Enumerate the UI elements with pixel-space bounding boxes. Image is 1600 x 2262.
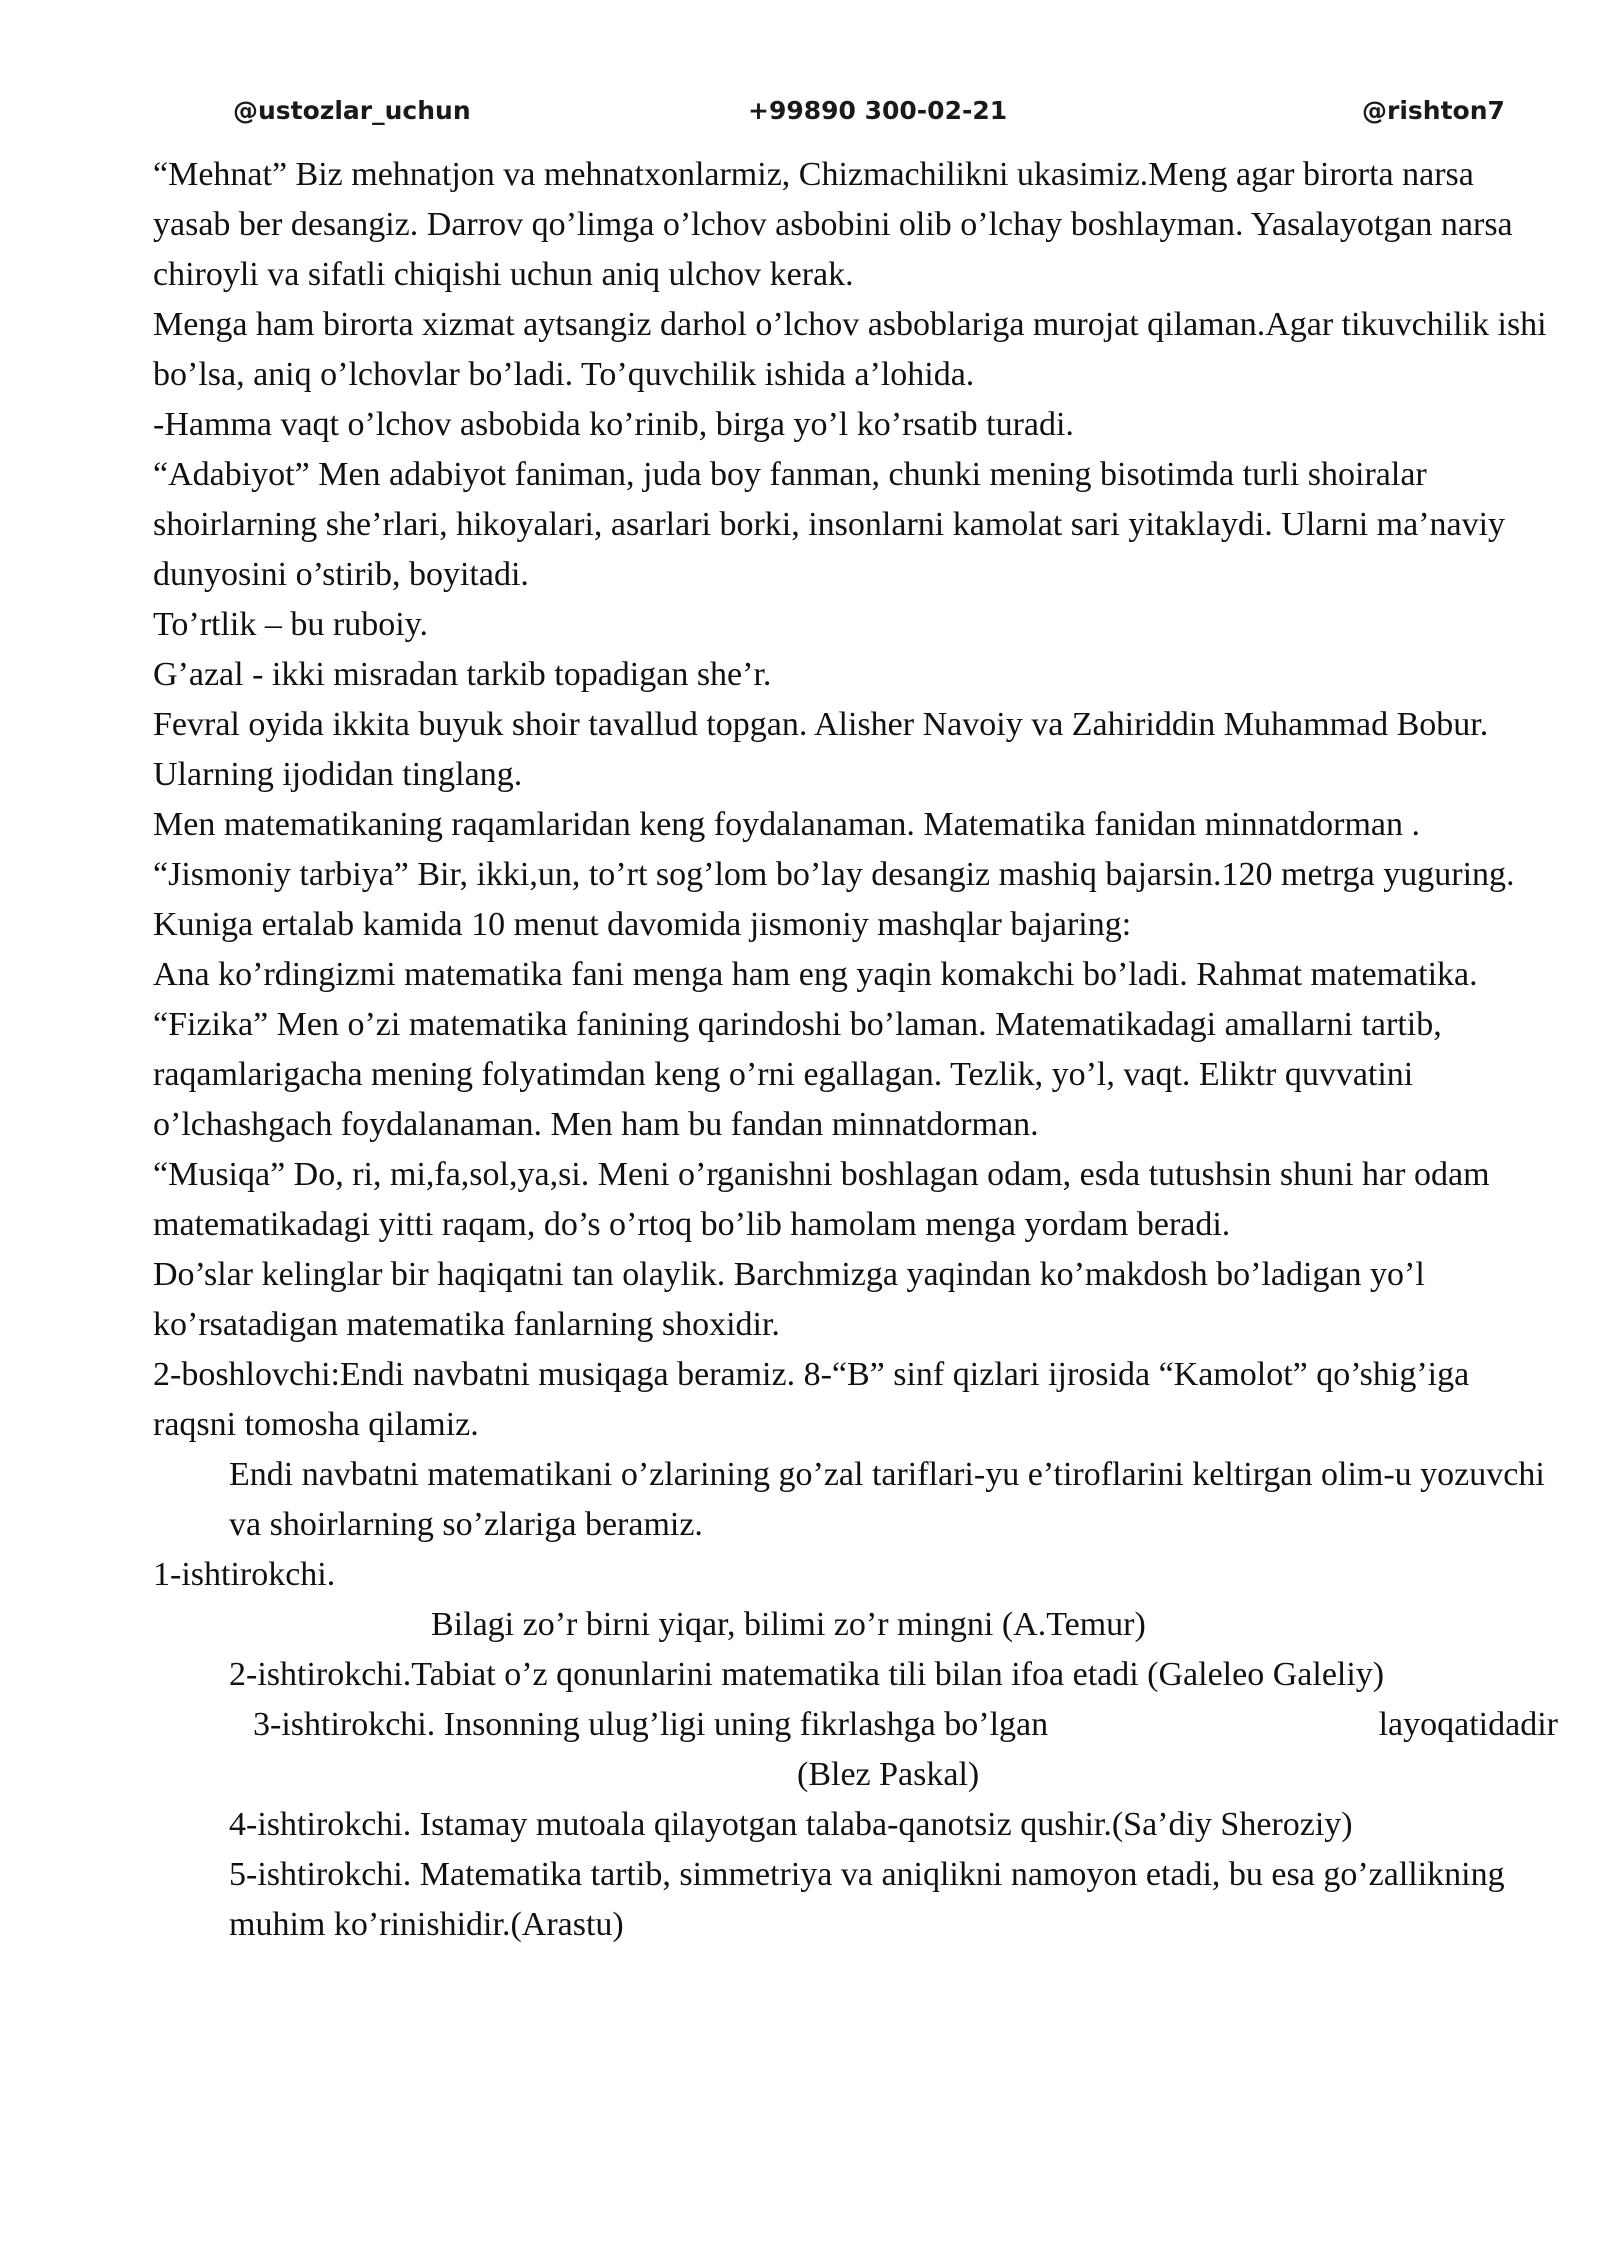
participant-2: 2-ishtirokchi.Tabiat o’z qonunlarini matematika tili bilan ifoa etadi (Galeleo Galeliy) bbox=[229, 1656, 1385, 1693]
paragraph-boshlovchi: 2-boshlovchi:Endi navbatni musiqaga beramiz. 8-“B” sinf qizlari ijrosida “Kamolot” qo’shig’iga raqsni tomosha qilamiz. bbox=[153, 1356, 1470, 1443]
paragraph-tortlik: To’rtlik – bu ruboiy. bbox=[153, 606, 428, 643]
paragraph-fizika: “Fizika” Men o’zi matematika fanining qarindoshi bo’laman. Matematikadagi amallarni tartib, raqamlarigacha mening folyatimdan keng o’rni egallagan. Tezlik, yo’l, vaqt. Eliktr quvvatini o’lchashgach foydalanaman. Men ham bu fandan minnatdorman. bbox=[153, 1006, 1442, 1143]
paragraph-xizmat: Menga ham birorta xizmat aytsangiz darhol o’lchov asboblariga murojat qilaman.Agar tikuvchilik ishi bo’lsa, aniq o’lchovlar bo’ladi. To’quvchilik ishida a’lohida. bbox=[153, 306, 1547, 393]
paragraph-olchov: -Hamma vaqt o’lchov asbobida ko’rinib, birga yo’l ko’rsatib turadi. bbox=[153, 406, 1074, 443]
participant-1-quote: Bilagi zo’r birni yiqar, bilimi zo’r mingni (A.Temur) bbox=[431, 1606, 1146, 1643]
paragraph-mehnat: “Mehnat” Biz mehnatjon va mehnatxonlarmiz, Chizmachilikni ukasimiz.Meng agar birorta narsa yasab ber desangiz. Darrov qo’limga o’lchov asbobini olib o’lchay boshlayman. Yasalayotgan narsa chiroyli va sifatli chiqishi uchun aniq ulchov kerak. bbox=[153, 156, 1513, 293]
participant-3-author: (Blez Paskal) bbox=[797, 1756, 980, 1793]
paragraph-matematika: Men matematikaning raqamlaridan keng foydalanaman. Matematika fanidan minnatdorman . bbox=[153, 806, 1420, 843]
header-telegram-handle: @ustozlar_uchun bbox=[233, 96, 471, 125]
paragraph-ana-kordingizmi: Ana ko’rdingizmi matematika fani menga ham eng yaqin komakchi bo’ladi. Rahmat matematika. bbox=[153, 956, 1478, 993]
paragraph-intro-indented: Endi navbatni matematikani o’zlarining go’zal tariflari-yu e’tiroflarini keltirgan olim-u yozuvchi va shoirlarning so’zlariga beramiz. bbox=[229, 1456, 1545, 1543]
paragraph-gazal: G’azal - ikki misradan tarkib topadigan she’r. bbox=[153, 656, 772, 693]
document-body bbox=[153, 150, 1558, 1950]
participant-3-line bbox=[153, 1700, 1558, 1750]
participant-3-text: 3-ishtirokchi. Insonning ulug’ligi uning fikrlashga bo’lgan bbox=[253, 1706, 1049, 1743]
participant-3-word: layoqatidadir bbox=[1378, 1706, 1558, 1743]
participant-5: 5-ishtirokchi. Matematika tartib, simmetriya va aniqlikni namoyon etadi, bu esa go’zallikning muhim ko’rinishidir.(Arastu) bbox=[229, 1856, 1505, 1943]
header-phone-number: +99890 300-02-21 bbox=[748, 96, 1008, 125]
paragraph-fevral: Fevral oyida ikkita buyuk shoir tavallud topgan. Alisher Navoiy va Zahiriddin Muhammad Bobur. Ularning ijodidan tinglang. bbox=[153, 706, 1489, 793]
participant-4: 4-ishtirokchi. Istamay mutoala qilayotgan talaba-qanotsiz qushir.(Sa’diy Sheroziy) bbox=[229, 1806, 1353, 1843]
paragraph-musiqa: “Musiqa” Do, ri, mi,fa,sol,ya,si. Meni o’rganishni boshlagan odam, esda tutushsin shuni har odam matematikadagi yitti raqam, do’s o’rtoq bo’lib hamolam menga yordam beradi. bbox=[153, 1156, 1490, 1243]
participant-1-label: 1-ishtirokchi. bbox=[153, 1556, 336, 1593]
page-header bbox=[0, 96, 1600, 136]
header-channel-handle: @rishton7 bbox=[1362, 96, 1505, 125]
paragraph-doslar: Do’slar kelinglar bir haqiqatni tan olaylik. Barchmizga yaqindan ko’makdosh bo’ladigan yo’l ko’rsatadigan matematika fanlarning shoxidir. bbox=[153, 1256, 1425, 1343]
paragraph-adabiyot: “Adabiyot” Men adabiyot faniman, juda boy fanman, chunki mening bisotimda turli shoiralar shoirlarning she’rlari, hikoyalari, asarlari borki, insonlarni kamolat sari yitaklaydi. Ularni ma’naviy dunyosini o’stirib, boyitadi. bbox=[153, 456, 1506, 593]
paragraph-jismoniy-tarbiya: “Jismoniy tarbiya” Bir, ikki,un, to’rt sog’lom bo’lay desangiz mashiq bajarsin.120 metrga yuguring. Kuniga ertalab kamida 10 menut davomida jismoniy mashqlar bajaring: bbox=[153, 856, 1515, 943]
